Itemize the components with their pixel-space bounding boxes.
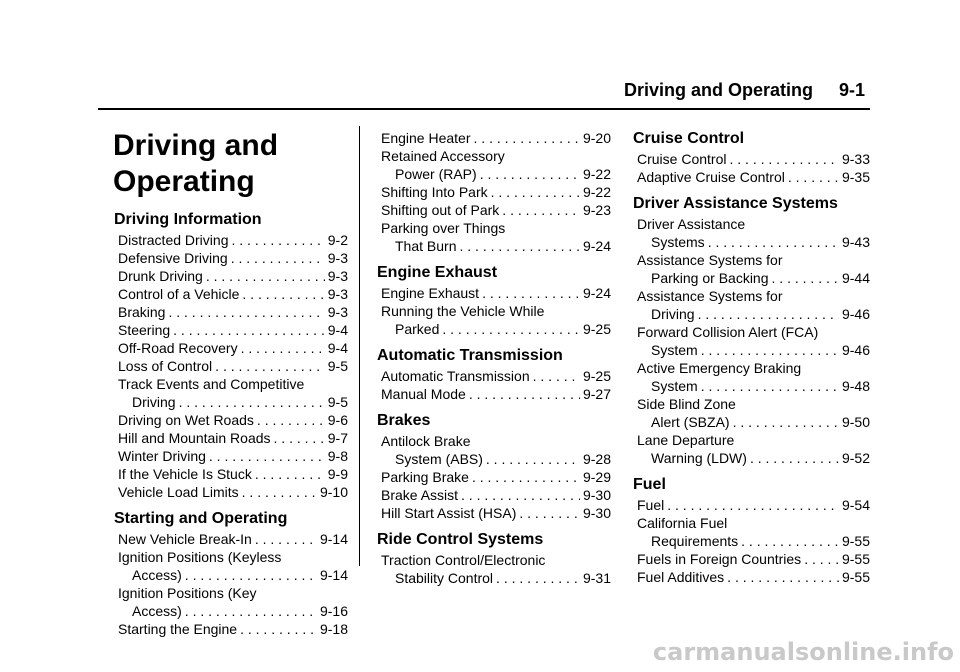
toc-entry-page: 9-55 [841,533,870,549]
toc-entry-label: Starting the Engine [118,621,238,637]
toc-entry-label: Fuel [637,497,665,513]
toc-column-3 [633,129,870,594]
toc-entry[interactable] [118,321,348,339]
toc-entry-label: Ignition Positions (Keyless [118,549,282,565]
section-title: Driving Information [114,211,262,228]
toc-entry[interactable] [637,377,870,395]
toc-entry-page: 9-30 [582,505,611,521]
toc-entry[interactable] [118,602,348,620]
toc-entry[interactable] [118,303,348,321]
toc-section [114,210,348,501]
toc-entry-label: Running the Vehicle While [381,303,545,319]
toc-entry[interactable] [118,447,348,465]
toc-entry-page: 9-20 [582,130,611,146]
toc-entry[interactable] [381,504,611,522]
toc-entry[interactable] [637,550,870,568]
toc-entry[interactable] [381,468,611,486]
dot-leader [257,411,325,429]
toc-entry-page: 9-44 [841,270,870,286]
toc-entry[interactable] [381,367,611,385]
toc-entry[interactable] [381,385,611,403]
toc-entry-label: Requirements [651,533,739,549]
toc-entry[interactable] [637,496,870,514]
toc-entry-page: 9-28 [582,451,611,467]
toc-section [377,263,611,338]
toc-entry-label: Traction Control/Electronic [381,552,546,568]
toc-entry[interactable] [637,449,870,467]
toc-entry-page: 9-7 [327,430,348,446]
toc-entry[interactable] [118,411,348,429]
dot-leader [701,341,839,359]
toc-section [633,194,870,467]
toc-entry-label: New Vehicle Break-In [118,531,252,547]
dot-leader [168,303,324,321]
toc-column-2 [377,129,611,595]
toc-entry-label: That Burn [395,238,457,254]
toc-entry-label: Engine Heater [381,130,471,146]
toc-entry-page: 9-46 [841,306,870,322]
dot-leader [255,530,317,548]
toc-entry-page: 9-2 [327,232,348,248]
toc-entry-label: System (ABS) [395,451,483,467]
dot-leader [185,566,317,584]
toc-entry-page: 9-23 [582,202,611,218]
toc-entry-label: Parking Brake [381,469,469,485]
chapter-title [113,128,278,200]
toc-entry-page: 9-5 [327,358,348,374]
toc-entry-label: Parking or Backing [651,270,769,286]
toc-entry-label: Fuel Additives [637,569,725,585]
toc-section [633,475,870,586]
dot-leader [179,393,325,411]
dot-leader [502,201,580,219]
dot-leader [533,367,580,385]
toc-section [633,129,870,186]
toc-entry-label: Vehicle Load Limits [118,484,239,500]
toc-entry-label: Access) [132,567,182,583]
toc-entry[interactable] [381,450,611,468]
dot-leader [461,486,580,504]
toc-entry-label: Fuels in Foreign Countries [637,551,802,567]
dot-leader [240,620,317,638]
toc-entry-page: 9-3 [327,304,348,320]
toc-entry-label: Cruise Control [637,151,727,167]
dot-leader [215,357,325,375]
dot-leader [741,532,839,550]
toc-entry-label: Alert (SBZA) [651,414,730,430]
toc-entry-label: Assistance Systems for [637,252,783,268]
toc-entry-page: 9-22 [582,166,611,182]
toc-section [377,346,611,403]
dot-leader [185,602,317,620]
dot-leader [729,150,838,168]
toc-entry-page: 9-33 [841,151,870,167]
dot-leader [242,483,317,501]
dot-leader [469,385,580,403]
toc-entry-page: 9-3 [327,250,348,266]
toc-entry[interactable] [118,530,348,548]
dot-leader [472,468,580,486]
column-divider [359,126,360,566]
toc-entry-page: 9-18 [319,621,348,637]
toc-entry[interactable] [118,465,348,483]
toc-entry-page: 9-14 [319,531,348,547]
toc-entry-label: Parking over Things [381,220,506,236]
toc-entry-label: Driving on Wet Roads [118,412,254,428]
toc-entry-label: Adaptive Cruise Control [637,169,785,185]
toc-entry-page: 9-10 [319,484,348,500]
toc-entry-label: Warning (LDW) [651,450,747,466]
toc-entry[interactable] [381,569,611,587]
section-title: Ride Control Systems [377,531,544,548]
toc-entry-label: Steering [118,322,171,338]
toc-entry[interactable] [381,284,611,302]
dot-leader [727,568,839,586]
dot-leader [804,550,839,568]
toc-entry-page: 9-31 [582,570,611,586]
toc-section [381,129,611,255]
toc-entry[interactable] [118,393,348,411]
page-number: 9-1 [838,80,865,100]
toc-entry-label: System [651,378,698,394]
header-title: Driving and Operating [623,80,813,100]
toc-entry[interactable] [637,341,870,359]
toc-entry-label: Driving [132,394,176,410]
dot-leader [231,231,324,249]
dot-leader [519,504,580,522]
dot-leader [480,165,580,183]
toc-entry-label: Off-Road Recovery [118,340,238,356]
toc-section [377,411,611,522]
toc-entry-page: 9-24 [582,285,611,301]
dot-leader [698,305,839,323]
toc-entry[interactable] [381,129,611,147]
toc-entry-label: Automatic Transmission [381,368,530,384]
toc-entry-page: 9-9 [327,466,348,482]
toc-entry-label: Loss of Control [118,358,213,374]
section-title: Cruise Control [633,130,745,147]
toc-entry[interactable] [637,269,870,287]
toc-entry-page: 9-48 [841,378,870,394]
section-title: Fuel [633,476,666,493]
dot-leader [474,129,580,147]
toc-entry[interactable] [637,532,870,550]
toc-entry-page: 9-43 [841,234,870,250]
toc-entry[interactable] [381,486,611,504]
dot-leader [491,183,580,201]
toc-entry[interactable] [118,429,348,447]
section-title: Brakes [377,412,431,429]
toc-entry[interactable] [118,285,348,303]
toc-entry-page: 9-30 [582,487,611,503]
dot-leader [772,269,839,287]
toc-entry[interactable] [637,413,870,431]
toc-entry-page: 9-6 [327,412,348,428]
chapter-title-line: Operating [113,165,255,198]
toc-entry-page: 9-27 [582,386,611,402]
toc-entry-page: 9-55 [841,569,870,585]
toc-entry[interactable] [118,483,348,501]
toc-entry[interactable] [637,150,870,168]
toc-entry-label: Lane Departure [637,432,735,448]
toc-entry[interactable] [118,249,348,267]
toc-entry[interactable] [381,320,611,338]
dot-leader [482,284,580,302]
toc-entry[interactable] [118,357,348,375]
toc-entry-label: Engine Exhaust [381,285,480,301]
toc-entry-label: Defensive Driving [118,250,228,266]
dot-leader [496,569,580,587]
toc-entry-label: System [651,342,698,358]
chapter-title-line: Driving and [113,129,279,162]
toc-entry-page: 9-54 [841,497,870,513]
toc-entry-page: 9-55 [841,551,870,567]
toc-entry-page: 9-35 [841,169,870,185]
toc-entry-label: Brake Assist [381,487,459,503]
toc-entry-label: Forward Collision Alert (FCA) [637,324,819,340]
toc-entry-page: 9-3 [327,286,348,302]
toc-entry-page: 9-5 [327,394,348,410]
toc-entry-label: Driver Assistance [637,216,746,232]
toc-entry-label: Ignition Positions (Key [118,585,257,601]
dot-leader [173,321,325,339]
toc-entry-label: Stability Control [395,570,494,586]
toc-entry-label: Parked [395,321,440,337]
toc-entry-page: 9-4 [327,340,348,356]
toc-entry-page: 9-8 [327,448,348,464]
toc-entry-label: Power (RAP) [395,166,477,182]
toc-entry-label: If the Vehicle Is Stuck [118,466,252,482]
toc-entry[interactable] [637,168,870,186]
toc-entry-label: Shifting Into Park [381,184,488,200]
toc-entry-label: California Fuel [637,515,728,531]
dot-leader [231,249,325,267]
toc-section [377,530,611,587]
toc-entry-page: 9-46 [841,342,870,358]
toc-section [114,509,348,638]
toc-entry-page: 9-25 [582,321,611,337]
toc-entry[interactable] [637,233,870,251]
toc-entry-label: Active Emergency Braking [637,360,802,376]
dot-leader [209,447,325,465]
toc-entry-label: Braking [118,304,166,320]
section-title: Automatic Transmission [377,347,563,364]
toc-entry-page: 9-52 [841,450,870,466]
toc-entry-label: Hill and Mountain Roads [118,430,271,446]
dot-leader [750,449,839,467]
toc-entry[interactable] [637,568,870,586]
toc-entry-page: 9-24 [582,238,611,254]
dot-leader [255,465,325,483]
running-header [624,80,865,101]
toc-entry-label: Winter Driving [118,448,206,464]
section-title: Driver Assistance Systems [633,195,838,212]
toc-entry[interactable] [118,231,348,249]
dot-leader [708,233,839,251]
dot-leader [241,339,325,357]
watermark: carmanualsonline.info [652,638,954,666]
toc-entry-label: Assistance Systems for [637,288,783,304]
dot-leader [733,413,839,431]
toc-column-1 [114,210,348,646]
dot-leader [242,285,324,303]
header-rule [98,108,870,110]
section-title: Starting and Operating [114,510,288,527]
toc-entry-label: Control of a Vehicle [118,286,240,302]
toc-entry[interactable] [118,339,348,357]
section-title: Engine Exhaust [377,264,498,281]
dot-leader [274,429,325,447]
toc-entry[interactable] [118,267,348,285]
dot-leader [486,450,580,468]
toc-entry-page: 9-22 [582,184,611,200]
toc-entry[interactable] [381,237,611,255]
toc-entry-page: 9-3 [327,268,348,284]
toc-entry-label: Drunk Driving [118,268,203,284]
toc-entry-label: Driving [651,306,695,322]
dot-leader [206,267,325,285]
toc-entry-page: 9-16 [319,603,348,619]
dot-leader [667,496,839,514]
toc-entry-label: Track Events and Competitive [118,376,305,392]
dot-leader [701,377,839,395]
toc-entry-page: 9-50 [841,414,870,430]
toc-entry-label: Side Blind Zone [637,396,736,412]
toc-entry-label: Access) [132,603,182,619]
toc-entry-page: 9-25 [582,368,611,384]
toc-entry-label: Antilock Brake [381,433,471,449]
toc-entry[interactable] [381,165,611,183]
toc-entry[interactable] [381,201,611,219]
toc-entry-page: 9-4 [327,322,348,338]
toc-entry-label: Manual Mode [381,386,466,402]
toc-entry[interactable] [118,566,348,584]
toc-entry-page: 9-29 [582,469,611,485]
dot-leader [459,237,579,255]
toc-entry-label: Distracted Driving [118,232,229,248]
toc-entry[interactable] [381,183,611,201]
dot-leader [788,168,839,186]
toc-entry-label: Hill Start Assist (HSA) [381,505,517,521]
toc-entry[interactable] [637,305,870,323]
toc-entry[interactable] [118,620,348,638]
toc-entry-label: Shifting out of Park [381,202,500,218]
toc-entry-label: Retained Accessory [381,148,505,164]
toc-entry-label: Systems [651,234,705,250]
toc-entry-page: 9-14 [319,567,348,583]
dot-leader [442,320,580,338]
